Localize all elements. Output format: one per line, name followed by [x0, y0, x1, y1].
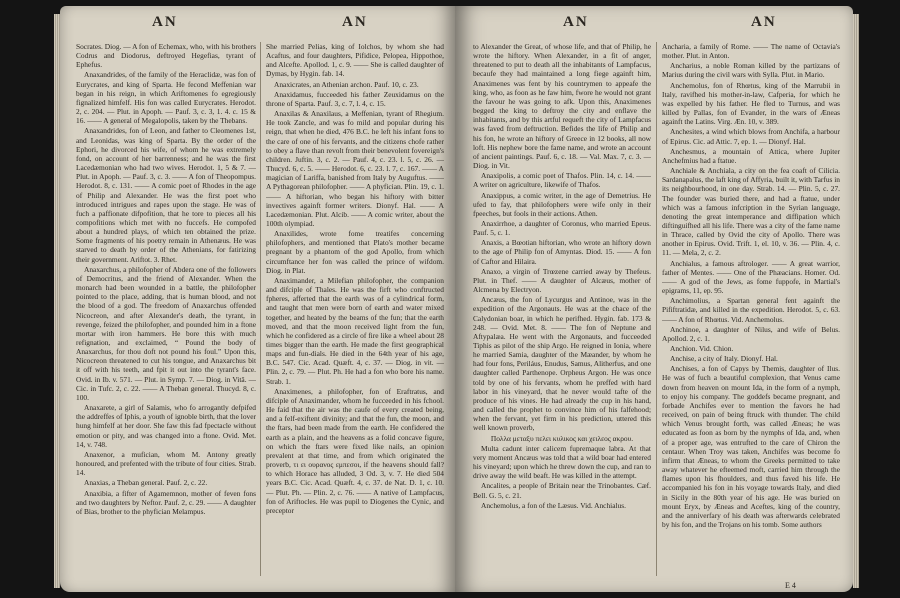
entry: Anaximenes, a philofopher, fon of Eraftratus, and difciple of Anaximander, whom he fucceeded in his fchool. He faid that the air was the caufe of every created being, and a felf-exiftent divinity; and that the fun, the moon, and the ftars, had been made from the earth. He confidered the earth as a plain, and the heavens as a folid concave figure, on which the ftars were fixed like nails, an opinion prevalent at that time, and from which originated the proverb, τι ει ουρανος εμπεσοι, if the heavens should fall? to which Horace has alluded, 3 Od. 3, v. 7. He died 504 years B.C. Cic. Acad. Quæft. 4, c. 37. de Nat. D. 1, c. 10. — Plut. Ph. — Plin. 2, c. 76. —— A native of Lampfacus, fon of Ariftocles. He was pupil to Diogenes the Cynic, and preceptor: [266, 386, 444, 515]
left-running-heads: [60, 14, 455, 32]
entry: Anaximander, a Milefian philofopher, the companion and difciple of Thales. He was the firft who conftructed fpheres, afferted that the earth was of a cylindrical form, and taught that men were born of earth and water mixed together, and heated by the beams of the fun; that the earth moved, and that the moon received light from the fun, which he confidered as a circle of fire like a wheel about 28 times bigger than the earth. He made the first geographical maps and fun-dials. He died in the 64th year of his age, B.C. 547. Cic. Acad. Quæft. 4, c. 37. — Diog. in vit. — Plin. 2, c. 79. — Plut. Ph. He had a fon who bore his name. Strab. 1.: [266, 275, 444, 386]
right-page-column-1: [473, 42, 651, 578]
entry: Socrates. Diog. — A fon of Echemax, who, with his brothers Codrus and Diodorus, deftroyed Hegefias, tyrant of Ephefus.: [76, 42, 256, 70]
entry: Anaxilides, wrote fome treatifes concerning philofophers, and mentioned that Plato's mother became pregnant by a phantom of the god Apollo, from which circumftance her fon was called the prince of wifdom. Diog. in Plat.: [266, 229, 444, 275]
entry: Anchiale & Anchiala, a city on the fea coaft of Cilicia. Sardanapalus, the laft king of Affyria, built it, with Tarfus in its neighbourhood, in one day. Strab. 14. — Plin. 5, c. 27. The founder was buried there, and had a ftatue, under which was a famous infcription in the Syrian language, denoting the great intemperance and diffipation which diftinguifhed all his life. There was a city of the fame name in Thrace, called by Ovid the city of Apollo. There was another in Epirus. Ovid. Trift. 1, el. 10, v. 36. — Plin. 4, c. 11. — Mela, 2, c. 2.: [662, 166, 840, 258]
entry: Anaxippus, a comic writer, in the age of Demetrius. He ufed to fay, that philofophers were wife only in their fpeeches, but fools in their actions. Athen.: [473, 190, 651, 218]
entry: Anaxipolis, a comic poet of Thafos. Plin. 14, c. 14. —— A writer on agriculture, likewife of Thafos.: [473, 171, 651, 190]
entry: Ancharius, a noble Roman killed by the partizans of Marius during the civil wars with Sylla. Plut. in Mario.: [662, 61, 840, 80]
entry: Anaxandrides, of the family of the Heraclidæ, was fon of Eurycrates, and king of Sparta. He fecond Meffenian war began in his reign, in which Ariftomenes fo egregiously fignalized himfelf. His fon was called Eurycrates. Herodot. 2, c. 204. — Plut. in Apoph. — Pauf. 3, c. 3, 1. 4. c. 15 & 16. —— A general of Megalopolis, taken by the Thebans.: [76, 70, 256, 126]
entry: Anchises, a fon of Capys by Themis, daughter of Ilus. He was of fuch a beautiful complexion, that Venus came down from heaven on mount Ida, in the form of a nymph, to enjoy his company. The goddefs became pregnant, and forbade Anchifes ever to mention the favors he had received, on pain of being ftruck with thunder. The child which Venus brought forth, was called Æneas; he was educated as foon as born by the nymphs of Ida, and, when of a proper age, was entrufted to the care of Chiron the centaur. When Troy was taken, Anchifes was become fo infirm that Æneas, to whom the Greeks permitted to take away whatever he efteemed moft, carried him through the flames upon his fhoulders, and thus faved his life. He accompanied his fon in his voyage towards Italy, and died in Sicily in the 80th year of his age. He was buried on mount Eryx, by Æneas and Aceftes, king of the country, and the anniverfary of his death was afterwards celebrated by his fon, and the Trojans on his tomb. Some authors: [662, 364, 840, 529]
entry: Anaxo, a virgin of Trœzene carried away by Thefeus. Plut. in Thef. —— A daughter of Alcæus, mother of Alcmena by Electryon.: [473, 266, 651, 295]
entry: Anchemolus, fon of Rhœtus, king of the Marrubii in Italy, ravifhed his mother-in-law, Cafperia, for which he was expelled by his father. He fled to Turnus, and was killed by Pallas, fon of Evander, in the wars of Æneas againft the Latins. Virg. Æn. 10, v. 389.: [662, 80, 840, 127]
right-page-edge: [853, 14, 859, 588]
left-page: [60, 6, 455, 592]
entry: Anchimolius, a Spartan general fent againft the Pififtratidæ, and killed in the expedition. Herodot. 5, c. 63. —— A fon of Rhœtus. Vid. Anchemolus.: [662, 296, 840, 324]
entry: Ancalites, a people of Britain near the Trinobantes. Cæf. Bell. G. 5, c. 21.: [473, 481, 651, 500]
entry: She married Pelias, king of Iolchos, by whom she had Acaftus, and four daughters, Pifidice, Pelopea, Hippothoe, and Alcefte. Apollod. 1, c. 9. —— She is called daughter of Dymas, by Hygin. fab. 14.: [266, 42, 444, 79]
entry: Anaxenor, a mufician, whom M. Antony greatly honoured, and prefented with the tribute of four cities. Strab. 14.: [76, 449, 256, 478]
left-page-column-2: [266, 42, 444, 578]
entry: Anaxicrates, an Athenian archon. Pauf. 10, c. 23.: [274, 79, 419, 89]
right-running-heads: [455, 14, 853, 32]
entry: Anaxandrides, fon of Leon, and father to Cleomenes 1st, and Leonidas, was king of Sparta. By the order of the Ephori, he divorced his wife, of whom he was extremely fond, on account of her barrenness; and he was the first Lacedæmonian who had two wives. Herodot. 1, 5 & 7. — Plut. in Apoph. — Pauf. 3, c. 3. —— A fon of Theopompus. Herodot. 8, c. 131. —— A comic poet of Rhodes in the age of Philip and Alexander. He was the first poet who introduced intrigues and rapes upon the stage. He was of fuch a paffionate difpofition, that he tore to pieces all his compofitions which met with no fuccefs. He compofed about a hundred plays, of which ten obtained the prize. Some fragments of his poetry remain in Athenæus. He was starved to death by order of the Athenians, for fatirizing their government. Ariftot. 3. Rhet.: [76, 126, 256, 264]
signature-mark: E 4: [785, 581, 796, 590]
left-page-column-1: [76, 42, 256, 578]
left-page-header-2: AN: [342, 14, 368, 30]
right-page-header-1: AN: [563, 14, 589, 30]
entry: Anchesmus, a mountain of Attica, where Jupiter Anchefmius had a ftatue.: [662, 146, 840, 165]
right-page-header-2: AN: [751, 14, 777, 30]
entry: Anchesites, a wind which blows from Anchifa, a harbour of Epirus. Cic. ad Attic. 7, ep. 1. — Dionyf. Hal.: [662, 127, 840, 146]
entry: Anchinoe, a daughter of Nilus, and wife of Belus. Apollod. 2, c. 1.: [662, 324, 840, 343]
entry: Anchise, a city of Italy. Dionyf. Hal.: [670, 354, 778, 364]
entry: Anaxibia, a fifter of Agamemnon, mother of feven fons and two daughters by Neftor. Pauf. 2, c. 29. —— A daughter of Bias, brother to the phyfician Melampus.: [76, 488, 256, 516]
entry: Anchion. Vid. Chion.: [670, 344, 734, 353]
entry: Multa cadunt inter calicem fupremaque labra. At that very moment Ancæus was told that a wild boar had entered his vineyard; upon which he threw down the cup, and ran to drive away the wild beaft. He was killed in the attempt.: [473, 443, 651, 481]
entry: Anchemolus, a fon of the Læsus. Vid. Anchialus.: [481, 500, 626, 510]
entry: Anaxarchus, a philofopher of Abdera one of the followers of Democritus, and the friend of Alexander. When the monarch had been wounded in a battle, the philofopher pointed to the place, adding, that is human blood, and not the blood of a god. The freedom of Anaxarchus offended Nicocreon, and after Alexander's death, the tyrant, in revenge, feized the philofopher, and pounded him in a ftone mortar with iron hammers. He bore this with much refignation, and exclaimed, “ Pound the body of Anaxarchus, for thou doft not pound his foul.” Upon this, Nicocreon threatened to cut his tongue, and Anaxarchus bit it off with his teeth, and fpit it out into the tyrant's face. Ovid. in Ib. v. 571. — Plut. in Symp. 7. — Diog. in Vitâ. — Cic. in Tufc. 2, c. 22. —— A Theban general. Thucyd. 8, c. 100.: [76, 264, 256, 402]
entry: Anaxirrhoe, a daughter of Coronus, who married Epeus. Pauf. 5, c. 1.: [473, 218, 651, 238]
entry: Anaxidamus, fucceeded his father Zeuxidamus on the throne of Sparta. Pauf. 3, c. 7, l. 4, c. 15.: [266, 89, 444, 108]
entry: Anaxilas & Anaxilaus, a Meffenian, tyrant of Rhegium. He took Zancle, and was fo mild and popular during his reign, that when he died, 476 B.C. he left his infant fons to the care of one of his fervants, and the citizens chofe rather to obey a flave than revolt from their benevolent fovereign's children. Juftin. 3, c. 2. — Pauf. 4, c. 23. l. 5, c. 26. — Thucyd. 6, c. 5. —— Herodot. 6, c. 23. l. 7, c. 167. —— A magician of Lariffa, banished from Italy by Auguftus. —— A Pythagorean philofopher. —— A phyfician. Plin. 19, c. 1. —— A hiftorian, who began his hiftory with bitter invectives againft former writers. Dionyf. Hal. —— A Lacedæmonian. Plut. Alcib. —— A comic writer, about the 100th olympiad.: [266, 109, 444, 228]
right-page: [455, 6, 853, 592]
left-page-header-1: AN: [152, 14, 178, 30]
right-column-rule: [656, 42, 657, 576]
entry: Ancæus, the fon of Lycurgus and Antinoe, was in the expedition of the Argonauts. He was at the chace of the Calydonian boar, in which he perifhed. Hygin. fab. 173 & 248. — Ovid. Met. 8. —— The fon of Neptune and Aftypalæa. He went with the Argonauts, and fucceeded Tiphis as pilot of the ship Argo. He reigned in Ionia, where he married Samia, daughter of the Mæander, by whom he had four fons, Periláus, Enudus, Samus, Alitherfus, and one daughter called Parthenope. Orpheus Argon. He was once told by one of his fervants, whom he preffed with hard labor in his vineyard, that he never would tafte of the produce of his vines. He had already the cup in his hand, and called the prophet to convince him of his falfehood; when the fervant, yet firm in his prediction, uttered this well known proverb,: [473, 295, 651, 433]
entry: Anchialus, a famous aftrologer. —— A great warrior, father of Mentes. —— One of the Phæacians. Homer. Od. —— A god of the Jews, as fome fuppofe, in Martial's epigrams, 11, ep. 95.: [662, 258, 840, 296]
entry: Anaxis, a Bœotian hiftorian, who wrote an hiftory down to the age of Philip fon of Amyntas. Diod. 15. —— A fon of Caftor and Hilaira.: [473, 238, 651, 266]
entry: Anaxarete, a girl of Salamis, who fo arrogantly defpifed the addreffes of Iphis, a youth of ignoble birth, that the lover hung himfelf at her door. She faw this fad fpectacle without emotion or pity, and was changed into a ftone. Ovid. Met. 14, v. 748.: [76, 403, 256, 449]
greek-proverb: Πολλα μεταξυ πελει κυλικος και χειλεος ακρου.: [490, 433, 634, 443]
entry: to Alexander the Great, of whose life, and that of Philip, he wrote the hiftory. When Alexander, in a fit of anger, threatened to put to death all the inhabitants of Lampfacus, becaufe they had maintained a long fiege againft him, Anaximenes was fent by his countrymen to appeafe the king, who, as foon as he faw him, fwore he would not grant the favour he was going to afk. Upon this, Anaximenes begged the king to deftroy the city and enflave the inhabitants, and by this artful requeft the city of Lampfacus was faved from deftruction. Befides the life of Philip and his fon, he wrote an hiftory of Greece in 12 books, all now loft. His nephew bore the fame name, and wrote an account of ancient paintings. Pauf. 6, c. 18. — Val. Max. 7, c. 3. — Diog. in Vit.: [473, 42, 651, 171]
entry: Ancharia, a family of Rome. —— The name of Octavia's mother. Plut. in Anton.: [662, 42, 840, 61]
left-column-rule: [260, 42, 261, 576]
right-page-column-2: [662, 42, 840, 578]
entry: Anaxias, a Theban general. Pauf. 2, c. 22.: [84, 478, 208, 488]
